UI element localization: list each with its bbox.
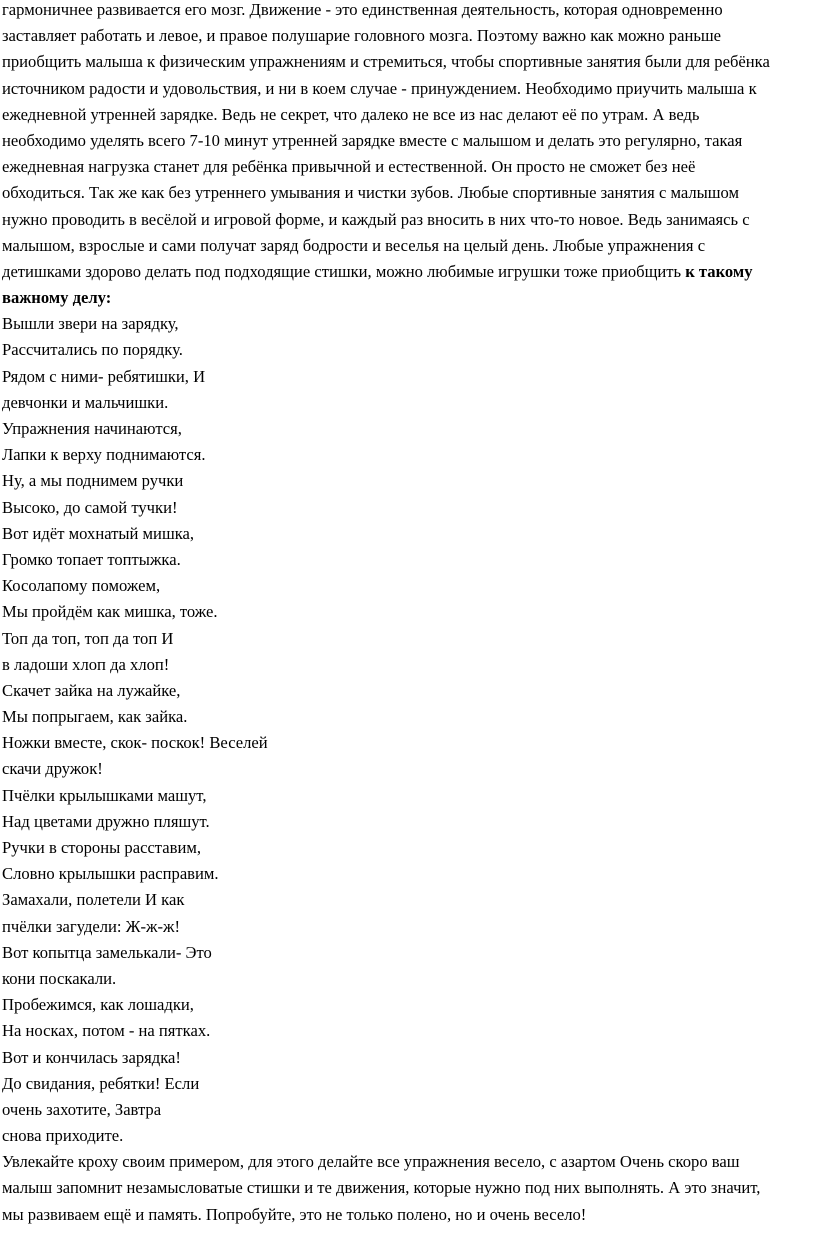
poem-line: Рассчитались по порядку. [2,340,183,360]
text-line: нужно проводить в весёлой и игровой форме, и каждый раз вносить в них что-то новое. Ведь занимаясь с [2,209,750,229]
poem-line: Словно крылышки расправим. [2,864,219,884]
poem-line: Вот идёт мохнатый мишка, [2,523,195,543]
poem-line: Громко топает топтыжка. [2,549,181,569]
poem-line: Скачет зайка на лужайке, [2,680,181,700]
poem-line: До свидания, ребятки! Если [2,1073,200,1093]
text-line [2,285,808,311]
text-line: источником радости и удовольствия, и ни в коем случае - принуждением. Необходимо приучить малыша к [2,78,757,98]
text-line: гармоничнее развивается его мозг. Движение - это единственная деятельность, которая одновременно [2,0,723,19]
poem-line: в ладоши хлоп да хлоп! [2,654,170,674]
poem-line: Мы пройдём как мишка, тоже. [2,602,218,622]
poem-line: Мы попрыгаем, как зайка. [2,707,188,727]
poem-line: снова приходите. [2,1126,124,1146]
text-line: мы развиваем ещё и память. Попробуйте, это не только полено, но и очень весело! [2,1204,587,1224]
text-line: малыш запомнит незамысловатые стишки и те движения, которые нужно под них выполнять. А это значит, [2,1178,761,1198]
text-line: Увлекайте кроху своим примером, для этого делайте все упражнения весело, с азартом Очень скоро ваш [2,1152,740,1172]
poem [2,311,808,1149]
poem-line: Пробежимся, как лошадки, [2,995,194,1015]
poem-line: девчонки и мальчишки. [2,392,169,412]
poem-line: Пчёлки крылышками машут, [2,785,207,805]
text-line: обходиться. Так же как без утреннего умывания и чистки зубов. Любые спортивные занятия с малышом [2,183,740,203]
poem-line: Над цветами дружно пляшут. [2,811,210,831]
text-line: малышом, взрослые и сами получат заряд бодрости и веселья на целый день. Любые упражнения с [2,235,706,255]
text-line: заставляет работать и левое, и правое полушарие головного мозга. Поэтому важно как можно раньше [2,26,722,46]
text-line: необходимо уделять всего 7-10 минут утренней зарядке вместе с малышом и делать это регулярно, такая [2,130,743,150]
poem-line: Высоко, до самой тучки! [2,497,178,517]
bold-text: важному делу: [2,288,112,308]
poem-line: Ну, а мы поднимем ручки [2,471,184,491]
outro-paragraph [2,1149,808,1228]
poem-line: Вот копытца замелькали- Это [2,942,212,962]
poem-line: Упражнения начинаются, [2,419,182,438]
poem-line: Рядом с ними- ребятишки, И [2,366,206,386]
text-line: приобщить малыша к физическим упражнениям и стремиться, чтобы спортивные занятия были для ребёнка [2,52,770,72]
text-line: ежедневная нагрузка станет для ребёнка привычной и естественной. Он просто не сможет без неё [2,157,696,177]
poem-line: Вот и кончилась зарядка! [2,1047,181,1067]
poem-line: На носках, потом - на пятках. [2,1021,211,1041]
intro-paragraph [2,0,808,311]
text-segment: детишками здорово делать под подходящие стишки, можно любимые игрушки тоже приобщить [2,261,686,281]
poem-line: Косолапому поможем, [2,576,161,596]
text-line [2,259,808,285]
poem-line: Лапки к верху поднимаются. [2,445,206,465]
poem-line: пчёлки загудели: Ж-ж-ж! [2,916,181,936]
poem-line: скачи дружок! [2,759,103,779]
poem-line: кони поскакали. [2,968,117,988]
poem-line: Замахали, полетели И как [2,890,185,910]
poem-line: Топ да топ, топ да топ И [2,628,174,648]
text-line: ежедневной утренней зарядке. Ведь не секрет, что далеко не все из нас делают её по утрам. А ведь [2,104,700,124]
poem-line: Вышли звери на зарядку, [2,314,179,334]
poem-line: очень захотите, Завтра [2,1099,162,1119]
bold-text: к такому [685,261,753,281]
poem-line: Ножки вместе, скок- поскок! Веселей [2,733,268,753]
poem-line: Ручки в стороны расставим, [2,838,201,857]
